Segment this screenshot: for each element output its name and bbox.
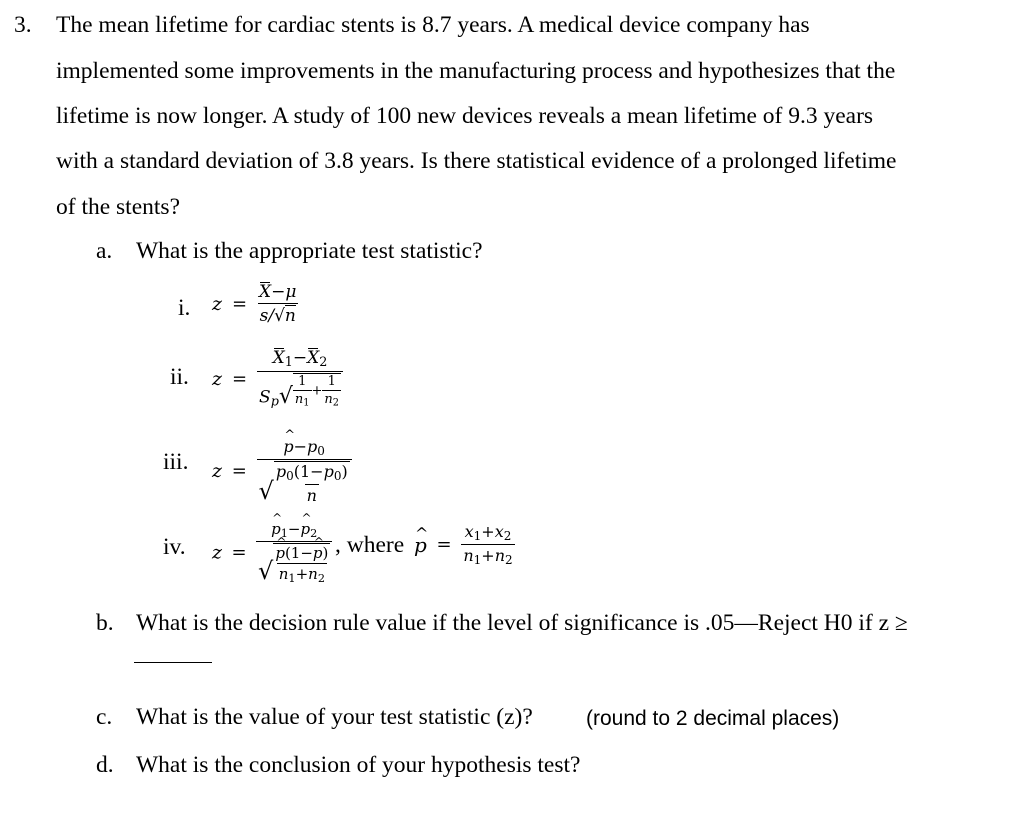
option-i-label: i. bbox=[178, 295, 191, 321]
formula-two-proportion-z: z = p $\^{}_1-p$ $\^{}_2$ √ $\frac{p \^{}(1-p \^{})}{n_1+n_2}$ bbox=[212, 520, 332, 585]
formula-one-sample-z: z = X−μ s/ √ n bbox=[212, 282, 297, 326]
option-iv-label: iv. bbox=[163, 534, 186, 560]
option-ii-label: ii. bbox=[170, 364, 189, 390]
part-d-label: d. bbox=[96, 752, 114, 778]
question-line-2: implemented some improvements in the manufacturing process and hypothesizes that the bbox=[56, 58, 896, 84]
option-iii-label: iii. bbox=[163, 449, 189, 475]
formula-one-proportion-z: z = p $\^{}-p_0$ √ $\frac{p_0(1-p_0)}{n}$ bbox=[212, 437, 352, 505]
part-b-label: b. bbox=[96, 610, 114, 636]
question-line-3: lifetime is now longer. A study of 100 new devices reveals a mean lifetime of 9.3 years bbox=[56, 103, 874, 129]
part-a-text: What is the appropriate test statistic? bbox=[136, 238, 483, 264]
question-number: 3. bbox=[14, 12, 32, 38]
formula-two-sample-z: z = $X_1-X_2$ $S_p$ √ $\frac{1}{n_1}$ + $\frac{1}{n_2}$ bbox=[212, 348, 343, 410]
formula-pooled-proportion: p ^ = $\frac{x_1+x_2}{n_1+n_2}$ bbox=[414, 522, 515, 567]
where-text: , where bbox=[335, 532, 405, 558]
part-c-note: (round to 2 decimal places) bbox=[586, 707, 840, 730]
question-line-1: The mean lifetime for cardiac stents is 8.7 years. A medical device company has bbox=[56, 12, 810, 38]
question-line-5: of the stents? bbox=[56, 194, 180, 220]
part-c-label: c. bbox=[96, 704, 113, 730]
answer-blank[interactable] bbox=[134, 662, 212, 663]
part-b-text: What is the decision rule value if the level of significance is .05—Reject H0 if z ≥ bbox=[136, 610, 908, 636]
part-c-text: What is the value of your test statistic (z)? bbox=[136, 704, 533, 730]
part-d-text: What is the conclusion of your hypothesis test? bbox=[136, 752, 581, 778]
part-a-label: a. bbox=[96, 238, 113, 264]
question-line-4: with a standard deviation of 3.8 years. Is there statistical evidence of a prolonged lifetime bbox=[56, 148, 897, 174]
